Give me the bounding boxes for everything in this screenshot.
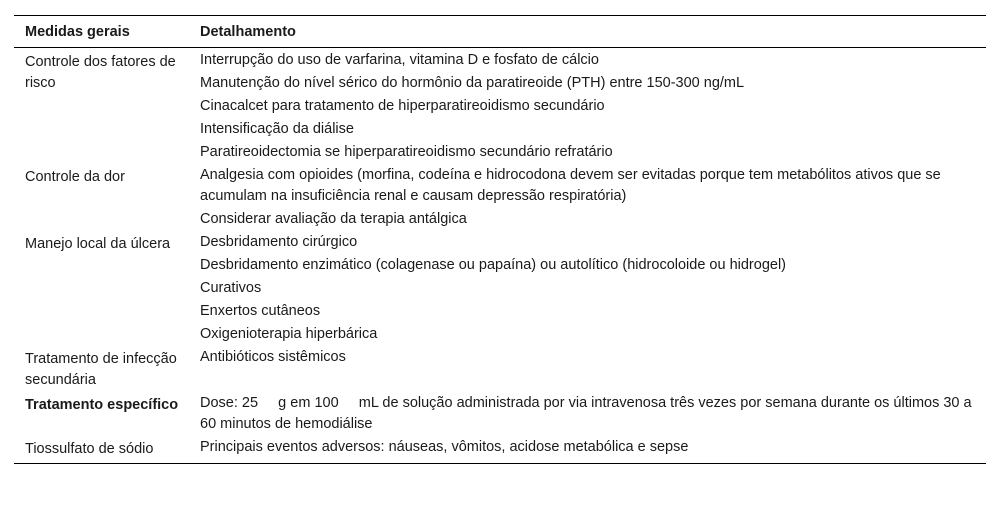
measure-cell: Controle dos fatores de risco bbox=[25, 54, 176, 91]
detail-item: Cinacalcet para tratamento de hiperparatireoidismo secundário bbox=[200, 98, 605, 114]
detail-item: Principais eventos adversos: náuseas, vômitos, acidose metabólica e sepse bbox=[200, 439, 689, 455]
detail-item: Considerar avaliação da terapia antálgica bbox=[200, 211, 467, 227]
detail-item: Interrupção do uso de varfarina, vitamina D e fosfato de cálcio bbox=[200, 52, 599, 68]
detail-cell bbox=[189, 345, 986, 391]
table-row bbox=[14, 435, 986, 464]
header-measures: Medidas gerais bbox=[14, 16, 189, 48]
detail-cell bbox=[189, 391, 986, 435]
detail-item: Paratireoidectomia se hiperparatireoidismo secundário refratário bbox=[200, 144, 613, 160]
table-row bbox=[14, 391, 986, 435]
table-row bbox=[14, 163, 986, 230]
detail-cell bbox=[189, 435, 986, 464]
table-row bbox=[14, 48, 986, 164]
table-header-row bbox=[14, 16, 986, 48]
table-row bbox=[14, 345, 986, 391]
measure-cell: Manejo local da úlcera bbox=[25, 236, 171, 252]
detail-item: Desbridamento enzimático (colagenase ou papaína) ou autolítico (hidrocoloide ou hidrogel) bbox=[200, 257, 786, 273]
detail-item: Oxigenioterapia hiperbárica bbox=[200, 326, 378, 342]
detail-item: Manutenção do nível sérico do hormônio da paratireoide (PTH) entre 150-300 ng/mL bbox=[200, 75, 745, 91]
detail-item: Intensificação da diálise bbox=[200, 121, 354, 137]
detail-item: Dose: 25 g em 100 mL de solução administrada por via intravenosa três vezes por semana durante os últimos 30 a 60 minutos de hemodiálise bbox=[200, 395, 976, 432]
measure-cell: Tratamento de infecção secundária bbox=[25, 351, 177, 388]
detail-item: Analgesia com opioides (morfina, codeína e hidrocodona devem ser evitadas porque tem metabólitos ativos que se acumulam na insuficiência renal e causam depressão respiratória) bbox=[200, 167, 941, 204]
detail-item: Desbridamento cirúrgico bbox=[200, 234, 358, 250]
detail-cell bbox=[189, 230, 986, 345]
table-row bbox=[14, 230, 986, 345]
detail-cell bbox=[189, 163, 986, 230]
treatment-table bbox=[14, 15, 986, 464]
detail-item: Enxertos cutâneos bbox=[200, 303, 321, 319]
detail-item: Curativos bbox=[200, 280, 262, 296]
header-details: Detalhamento bbox=[189, 16, 986, 48]
treatment-table-container bbox=[14, 15, 986, 464]
measure-cell: Controle da dor bbox=[25, 169, 125, 185]
detail-item: Antibióticos sistêmicos bbox=[200, 349, 346, 365]
measure-cell: Tratamento específico bbox=[25, 397, 179, 413]
detail-cell bbox=[189, 48, 986, 164]
measure-cell: Tiossulfato de sódio bbox=[14, 435, 189, 464]
